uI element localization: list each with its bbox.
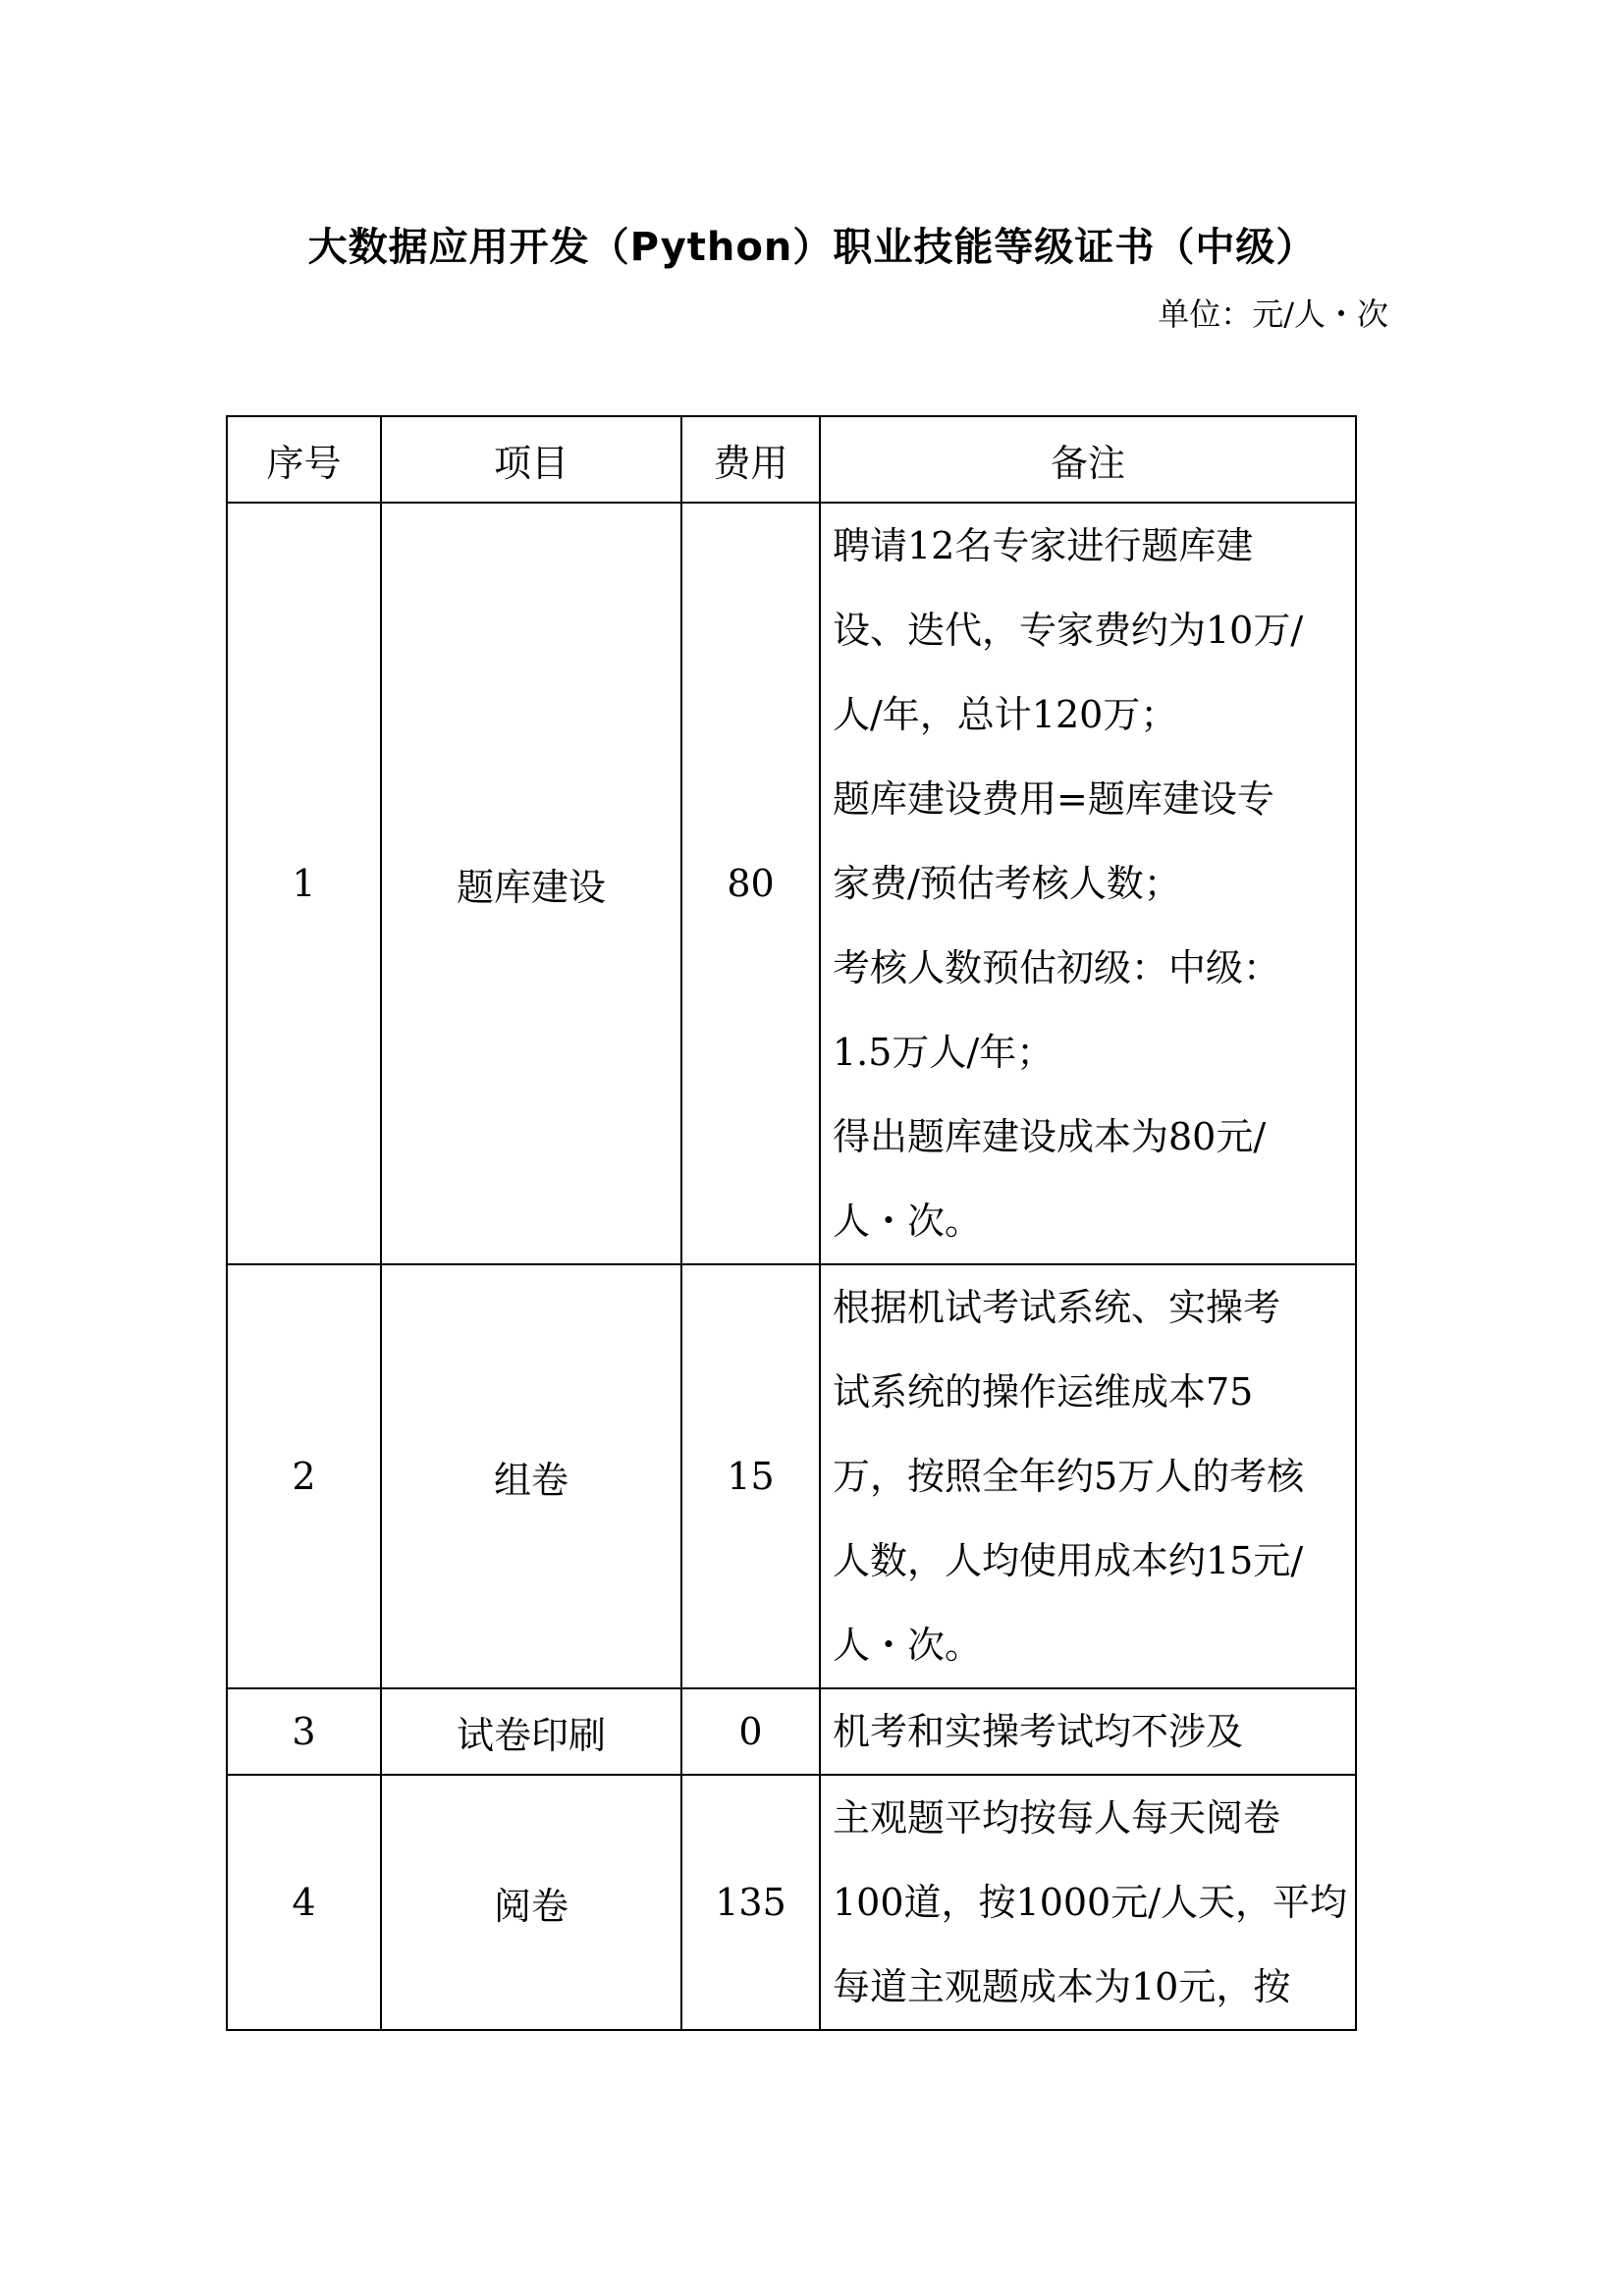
note-line: 机考和实操考试均不涉及 — [833, 1710, 1244, 1753]
note-line: 题库建设费用=题库建设专 — [833, 777, 1274, 821]
cell-fee: 0 — [681, 1688, 820, 1775]
cell-fee: 80 — [681, 503, 820, 1264]
document-title: 大数据应用开发（Python）职业技能等级证书（中级） — [307, 225, 1317, 270]
note-line: 考核人数预估初级：中级： — [833, 946, 1281, 989]
note-line: 每道主观题成本为10元，按 — [833, 1965, 1291, 2008]
note-line: 人/年，总计120万； — [833, 693, 1178, 736]
cell-no: 4 — [227, 1775, 381, 2030]
table-row — [227, 1688, 1356, 1775]
note-line: 人・次。 — [833, 1200, 983, 1243]
cell-item: 组卷 — [381, 1264, 681, 1688]
cell-note — [820, 503, 1356, 1264]
note-line: 万，按照全年约5万人的考核 — [833, 1455, 1305, 1498]
cell-note — [820, 1264, 1356, 1688]
note-line: 人・次。 — [833, 1624, 983, 1667]
note-line: 聘请12名专家进行题库建 — [833, 524, 1254, 567]
cell-no: 3 — [227, 1688, 381, 1775]
note-line: 设、迭代，专家费约为10万/ — [833, 609, 1304, 652]
cell-note — [820, 1775, 1356, 2030]
cell-item: 试卷印刷 — [381, 1688, 681, 1775]
header-item: 项目 — [381, 416, 681, 503]
note-line: 得出题库建设成本为80元/ — [833, 1115, 1267, 1158]
cell-item: 阅卷 — [381, 1775, 681, 2030]
note-line: 1.5万人/年； — [833, 1031, 1055, 1074]
note-line: 人数，人均使用成本约15元/ — [833, 1539, 1304, 1582]
header-note: 备注 — [820, 416, 1356, 503]
fee-table — [226, 415, 1357, 2031]
cell-fee: 15 — [681, 1264, 820, 1688]
cell-no: 1 — [227, 503, 381, 1264]
table-header-row — [227, 416, 1356, 503]
header-no: 序号 — [227, 416, 381, 503]
table-row — [227, 1775, 1356, 2030]
cell-item: 题库建设 — [381, 503, 681, 1264]
header-fee: 费用 — [681, 416, 820, 503]
note-line: 试系统的操作运维成本75 — [833, 1370, 1254, 1414]
table-row — [227, 1264, 1356, 1688]
cell-note — [820, 1688, 1356, 1775]
cell-fee: 135 — [681, 1775, 820, 2030]
note-line: 根据机试考试系统、实操考 — [833, 1286, 1281, 1329]
unit-label: 单位：元/人・次 — [1158, 295, 1388, 333]
table-row — [227, 503, 1356, 1264]
cell-no: 2 — [227, 1264, 381, 1688]
note-line: 家费/预估考核人数； — [833, 862, 1181, 905]
note-line: 主观题平均按每人每天阅卷 — [833, 1796, 1281, 1840]
note-line: 100道，按1000元/人天，平均 — [833, 1881, 1348, 1924]
